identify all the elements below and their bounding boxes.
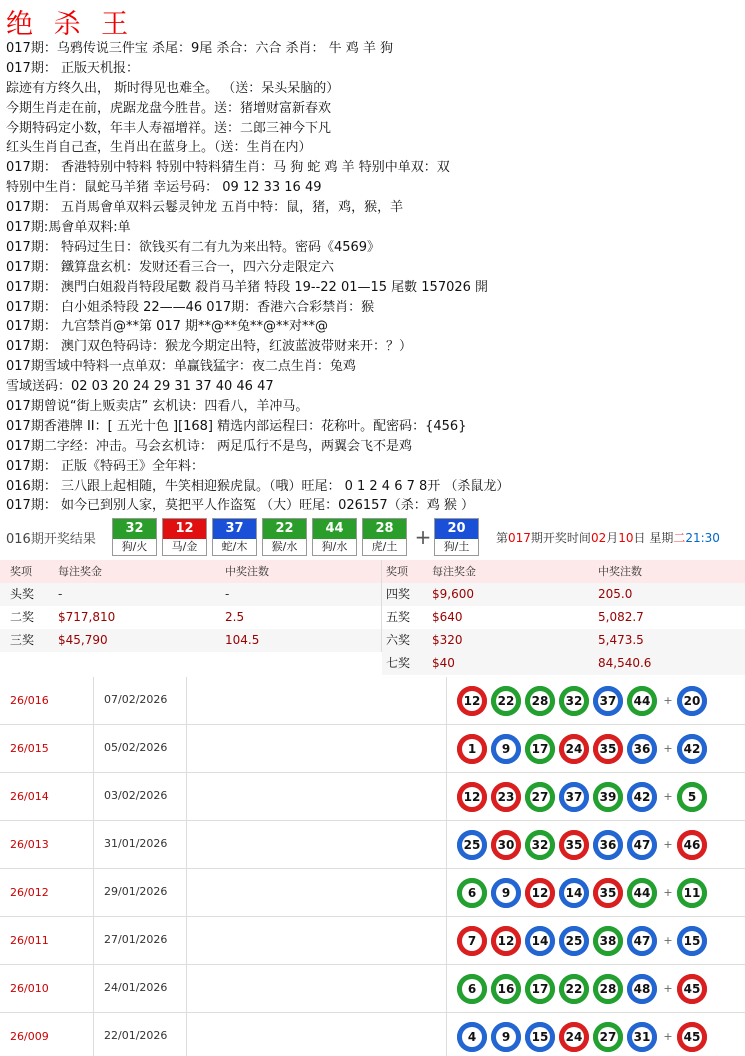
- history-ball-number: 39: [598, 787, 618, 807]
- history-ball: [491, 782, 521, 812]
- result-ball: [162, 518, 207, 556]
- prediction-line: 今期特码定小数，年丰人寿福增祥。送：二郎三神今下凡: [6, 120, 332, 136]
- history-ball: [525, 1022, 555, 1052]
- history-ball-number: 17: [530, 979, 550, 999]
- history-ball: [491, 926, 521, 956]
- plus-sign: +: [663, 982, 673, 995]
- result-ball-number: 32: [113, 519, 156, 539]
- history-ball: [457, 830, 487, 860]
- history-ball-number: 9: [496, 1027, 516, 1047]
- history-ball-number: 17: [530, 739, 550, 759]
- history-ball-number: 45: [682, 979, 702, 999]
- prediction-line: 017期香港牌 II：[ 五光十色 ][168] 精选内部运程曰：花称叶。配密码：{456}: [6, 418, 467, 434]
- history-issue: 26/012: [10, 886, 49, 899]
- next-draw-time: 21:30: [685, 530, 720, 545]
- history-ball: [491, 734, 521, 764]
- prediction-line: 017期： 五肖馬會单双料云鬈灵钟龙 五肖中特：鼠，猪，鸡，猴，羊: [6, 200, 404, 216]
- history-date: 22/01/2026: [93, 1013, 186, 1056]
- result-ball-number: 37: [213, 519, 256, 539]
- result-ball-number: 28: [363, 519, 406, 539]
- history-ball: [677, 734, 707, 764]
- prize-count: 5,082.7: [598, 610, 644, 624]
- history-issue: 26/011: [10, 934, 49, 947]
- history-ball-number: 47: [632, 931, 652, 951]
- prize-amount: $45,790: [58, 633, 108, 647]
- history-ball: [559, 782, 589, 812]
- prize-name: [0, 652, 52, 675]
- history-balls: [446, 917, 745, 964]
- prediction-line: 017期： 九宫禁肖@**第 017 期**@**兔**@**对**@: [6, 319, 329, 335]
- draw-result-balls: [112, 518, 484, 556]
- prize-header-cell: 中奖注数: [598, 565, 642, 578]
- prediction-line: 017期： 白小姐杀特段 22——46 017期：香港六合彩禁肖：猴: [6, 299, 375, 315]
- history-date: 31/01/2026: [93, 821, 186, 868]
- history-issue: 26/010: [10, 982, 49, 995]
- plus-sign: +: [663, 886, 673, 899]
- history-ball-number: 37: [598, 691, 618, 711]
- prize-name: 头奖: [10, 587, 35, 601]
- prize-count: -: [219, 583, 382, 606]
- history-ball-number: 46: [682, 835, 702, 855]
- history-ball-number: 22: [496, 691, 516, 711]
- history-ball-number: 36: [632, 739, 652, 759]
- history-ball-number: 28: [530, 691, 550, 711]
- prediction-line: 017期： 澳門白姐殺肖特段尾數 殺肖马羊猪 特段 19--22 01—15 尾數 157026 開: [6, 279, 489, 295]
- prize-row: [0, 606, 745, 629]
- prize-amount: [52, 652, 219, 675]
- history-date: 03/02/2026: [93, 773, 186, 820]
- prediction-line: 017期雪域中特料一点单双：单赢钱猛字：夜二点生肖：兔鸡: [6, 359, 356, 375]
- prediction-line: 017期二字经：冲击。马会玄机诗： 两足瓜行不是鸟，两翼会飞不是鸡: [6, 438, 412, 454]
- prize-name: 六奖: [386, 633, 411, 647]
- history-row: [0, 869, 745, 917]
- plus-sign: +: [663, 790, 673, 803]
- history-row: [0, 821, 745, 869]
- history-ball: [593, 782, 623, 812]
- history-row: [0, 1013, 745, 1056]
- history-date: 24/01/2026: [93, 965, 186, 1012]
- history-ball-number: 12: [462, 691, 482, 711]
- history-ball-number: 42: [682, 739, 702, 759]
- history-ball: [677, 686, 707, 716]
- history-ball-number: 12: [496, 931, 516, 951]
- history-ball-number: 16: [496, 979, 516, 999]
- result-ball-number: 44: [313, 519, 356, 539]
- result-ball: [262, 518, 307, 556]
- history-ball-number: 1: [462, 739, 482, 759]
- prize-row: [0, 652, 745, 675]
- history-spacer: [186, 965, 446, 1012]
- result-ball: [212, 518, 257, 556]
- history-ball: [627, 878, 657, 908]
- prize-header-cell: 奖项: [386, 565, 408, 578]
- history-ball: [525, 782, 555, 812]
- history-ball-number: 6: [462, 883, 482, 903]
- result-ball: [312, 518, 357, 556]
- next-draw-info: [496, 529, 720, 546]
- history-ball: [559, 734, 589, 764]
- history-ball: [593, 974, 623, 1004]
- prize-count: 205.0: [598, 587, 633, 601]
- history-ball-number: 44: [632, 691, 652, 711]
- prize-row: [0, 629, 745, 652]
- result-ball-zodiac: 虎/土: [363, 539, 406, 555]
- next-draw-weekday-label: 日 星期: [633, 530, 674, 545]
- history-spacer: [186, 821, 446, 868]
- history-ball-number: 45: [682, 1027, 702, 1047]
- prediction-line: 017期曾说“街上贩卖店” 玄机诀：四看八，羊冲马。: [6, 399, 309, 415]
- history-ball: [457, 878, 487, 908]
- result-ball-zodiac: 狗/土: [435, 539, 478, 555]
- history-ball: [677, 878, 707, 908]
- history-ball: [677, 974, 707, 1004]
- prize-amount: $640: [432, 610, 463, 624]
- history-date: 27/01/2026: [93, 917, 186, 964]
- prediction-line: 雪域送码：02 03 20 24 29 31 37 40 46 47: [6, 379, 274, 395]
- history-ball-number: 25: [462, 835, 482, 855]
- history-ball: [457, 782, 487, 812]
- plus-sign: +: [663, 838, 673, 851]
- history-ball-number: 24: [564, 739, 584, 759]
- history-ball: [525, 830, 555, 860]
- prize-count: 2.5: [219, 606, 382, 629]
- result-ball-zodiac: 狗/水: [313, 539, 356, 555]
- history-ball-number: 22: [564, 979, 584, 999]
- prediction-line: 017期：乌鸦传说三件宝 杀尾：9尾 杀合：六合 杀肖： 牛 鸡 羊 狗: [6, 41, 394, 56]
- history-ball-number: 6: [462, 979, 482, 999]
- history-ball: [627, 926, 657, 956]
- prize-count: 5,473.5: [598, 633, 644, 647]
- history-ball: [627, 734, 657, 764]
- history-balls: [446, 725, 745, 772]
- history-balls: [446, 1013, 745, 1056]
- history-ball: [525, 686, 555, 716]
- prediction-line: 017期： 特码过生日：欲钱买有二有九为来出特。密码《4569》: [6, 239, 381, 255]
- history-ball: [593, 830, 623, 860]
- history-ball-number: 47: [632, 835, 652, 855]
- history-ball: [491, 830, 521, 860]
- history-ball-number: 42: [632, 787, 652, 807]
- prediction-line: 017期： 如今已到别人家，莫把平人作盗冤 （大）旺尾：026157（杀：鸡 猴 ）: [6, 498, 474, 514]
- prediction-line: 017期： 香港特别中特料 特别中特料猜生肖：马 狗 蛇 鸡 羊 特别中单双：双: [6, 160, 450, 176]
- prediction-line: 016期： 三八跟上起相随，牛笑相迎猴虎鼠。（哦）旺尾： 0 1 2 4 6 7 8开 （杀鼠龙）: [6, 478, 510, 494]
- history-spacer: [186, 773, 446, 820]
- history-ball: [525, 734, 555, 764]
- history-ball-number: 15: [530, 1027, 550, 1047]
- history-ball-number: 24: [564, 1027, 584, 1047]
- history-ball-number: 27: [598, 1027, 618, 1047]
- prize-name: 四奖: [386, 587, 411, 601]
- history-issue: 26/013: [10, 838, 49, 851]
- prize-name: 三奖: [10, 633, 35, 647]
- history-spacer: [186, 1013, 446, 1056]
- prediction-line: 今期生肖走在前，虎踞龙盘今胜昔。送：猪增财富新春欢: [6, 100, 332, 116]
- history-ball: [491, 686, 521, 716]
- history-ball-number: 38: [598, 931, 618, 951]
- history-ball: [559, 686, 589, 716]
- history-ball-number: 15: [682, 931, 702, 951]
- next-draw-prefix: 第: [496, 530, 509, 545]
- prize-name: 二奖: [10, 610, 35, 624]
- history-ball-number: 14: [530, 931, 550, 951]
- history-spacer: [186, 725, 446, 772]
- prize-header-cell: 奖项: [10, 565, 32, 578]
- prize-header-cell: 每注奖金: [432, 565, 476, 578]
- draw-result-bar: [0, 517, 745, 557]
- prize-count: 84,540.6: [594, 652, 745, 675]
- next-draw-month-unit: 月: [606, 530, 619, 545]
- result-ball-zodiac: 蛇/木: [213, 539, 256, 555]
- prediction-line: 红头生肖自己查，生肖出在蓝身上。（送：生肖在内）: [6, 140, 312, 156]
- history-ball: [593, 878, 623, 908]
- history-ball-number: 20: [682, 691, 702, 711]
- next-draw-weekday: 二: [673, 530, 686, 545]
- prize-header-cell: 每注奖金: [58, 565, 102, 578]
- history-spacer: [186, 917, 446, 964]
- history-ball: [593, 1022, 623, 1052]
- next-draw-month: 02: [590, 530, 607, 545]
- prize-amount: -: [58, 587, 63, 601]
- prediction-line: 017期： 正版《特码王》全年料：: [6, 458, 204, 474]
- plus-sign: +: [663, 1030, 673, 1043]
- prediction-lines: [6, 39, 741, 516]
- prize-amount: $40: [428, 652, 594, 675]
- history-ball-number: 32: [530, 835, 550, 855]
- history-spacer: [186, 677, 446, 724]
- plus-sign: +: [663, 934, 673, 947]
- history-ball-number: 27: [530, 787, 550, 807]
- prize-name: 七奖: [382, 652, 428, 675]
- result-ball-zodiac: 狗/火: [113, 539, 156, 555]
- history-ball-number: 36: [598, 835, 618, 855]
- history-ball: [559, 974, 589, 1004]
- next-draw-text: 期开奖时间: [530, 530, 591, 545]
- history-balls: [446, 965, 745, 1012]
- history-balls: [446, 677, 745, 724]
- plus-sign: +: [663, 742, 673, 755]
- history-spacer: [186, 869, 446, 916]
- result-ball-number: 20: [435, 519, 478, 539]
- result-ball-zodiac: 马/金: [163, 539, 206, 555]
- history-ball-number: 28: [598, 979, 618, 999]
- history-issue: 26/016: [10, 694, 49, 707]
- prize-amount: $9,600: [432, 587, 474, 601]
- history-balls: [446, 869, 745, 916]
- history-ball: [627, 830, 657, 860]
- draw-result-label: 016期开奖结果: [6, 531, 96, 547]
- plus-sign: +: [663, 694, 673, 707]
- history-ball: [627, 974, 657, 1004]
- history-ball: [457, 686, 487, 716]
- history-row: [0, 677, 745, 725]
- history-issue: 26/015: [10, 742, 49, 755]
- plus-sign: +: [414, 525, 432, 549]
- prediction-line: 017期： 正版天机报：: [6, 60, 139, 76]
- history-ball-number: 37: [564, 787, 584, 807]
- prize-count: [219, 652, 382, 675]
- result-ball: [362, 518, 407, 556]
- history-ball-number: 35: [598, 739, 618, 759]
- prediction-line: 踪迹有方终久出， 斯时得见也难全。 （送：呆头呆脑的）: [6, 80, 340, 96]
- history-ball: [677, 782, 707, 812]
- history-row: [0, 773, 745, 821]
- history-ball: [457, 974, 487, 1004]
- history-table: [0, 677, 745, 1056]
- history-ball: [627, 686, 657, 716]
- history-row: [0, 965, 745, 1013]
- result-ball-zodiac: 猴/水: [263, 539, 306, 555]
- history-ball: [457, 926, 487, 956]
- prize-header-row: [0, 560, 745, 583]
- prediction-line: 017期： 澳门双色特码诗：猴龙今期定出特，红波蓝波带财来开：？）: [6, 339, 412, 355]
- history-ball: [491, 1022, 521, 1052]
- history-row: [0, 725, 745, 773]
- history-ball: [491, 878, 521, 908]
- page-title: 绝 杀 王: [6, 9, 135, 40]
- history-ball-number: 12: [530, 883, 550, 903]
- prize-count: 104.5: [219, 629, 382, 652]
- history-ball: [593, 686, 623, 716]
- history-ball: [677, 830, 707, 860]
- next-draw-issue: 017: [508, 530, 531, 545]
- prize-table: [0, 560, 745, 676]
- history-ball-number: 44: [632, 883, 652, 903]
- history-ball: [593, 926, 623, 956]
- prediction-line: 017期： 鐵算盘玄机：发财还看三合一，四六分走限定六: [6, 259, 334, 275]
- history-ball-number: 31: [632, 1027, 652, 1047]
- history-ball-number: 7: [462, 931, 482, 951]
- history-ball: [559, 926, 589, 956]
- history-ball-number: 48: [632, 979, 652, 999]
- history-ball: [457, 1022, 487, 1052]
- history-ball: [491, 974, 521, 1004]
- history-ball-number: 30: [496, 835, 516, 855]
- history-ball-number: 5: [682, 787, 702, 807]
- history-ball-number: 23: [496, 787, 516, 807]
- result-ball-number: 22: [263, 519, 306, 539]
- history-ball: [525, 926, 555, 956]
- history-ball-number: 35: [598, 883, 618, 903]
- history-balls: [446, 821, 745, 868]
- history-ball: [627, 782, 657, 812]
- history-ball-number: 9: [496, 739, 516, 759]
- prediction-line: 017期:馬會单双料:单: [6, 220, 131, 236]
- history-ball-number: 14: [564, 883, 584, 903]
- history-ball: [627, 1022, 657, 1052]
- history-date: 07/02/2026: [93, 677, 186, 724]
- history-date: 05/02/2026: [93, 725, 186, 772]
- history-ball-number: 32: [564, 691, 584, 711]
- prize-amount: $320: [432, 633, 463, 647]
- history-ball: [559, 1022, 589, 1052]
- prediction-line: 特别中生肖：鼠蛇马羊猪 幸运号码： 09 12 33 16 49: [6, 180, 322, 196]
- history-ball-number: 12: [462, 787, 482, 807]
- prize-name: 五奖: [386, 610, 411, 624]
- history-date: 29/01/2026: [93, 869, 186, 916]
- history-ball: [593, 734, 623, 764]
- history-row: [0, 917, 745, 965]
- prize-header-cell: 中奖注数: [219, 560, 382, 583]
- next-draw-day: 10: [618, 530, 634, 545]
- history-ball: [677, 926, 707, 956]
- history-ball: [559, 830, 589, 860]
- prize-amount: $717,810: [58, 610, 116, 624]
- history-ball-number: 35: [564, 835, 584, 855]
- history-ball: [559, 878, 589, 908]
- history-ball: [457, 734, 487, 764]
- result-ball: [112, 518, 157, 556]
- history-ball: [525, 878, 555, 908]
- history-ball: [525, 974, 555, 1004]
- history-ball-number: 9: [496, 883, 516, 903]
- history-ball-number: 4: [462, 1027, 482, 1047]
- result-ball: [434, 518, 479, 556]
- history-issue: 26/014: [10, 790, 49, 803]
- history-issue: 26/009: [10, 1030, 49, 1043]
- prize-row: [0, 583, 745, 606]
- history-balls: [446, 773, 745, 820]
- result-ball-number: 12: [163, 519, 206, 539]
- history-ball: [677, 1022, 707, 1052]
- history-ball-number: 11: [682, 883, 702, 903]
- history-ball-number: 25: [564, 931, 584, 951]
